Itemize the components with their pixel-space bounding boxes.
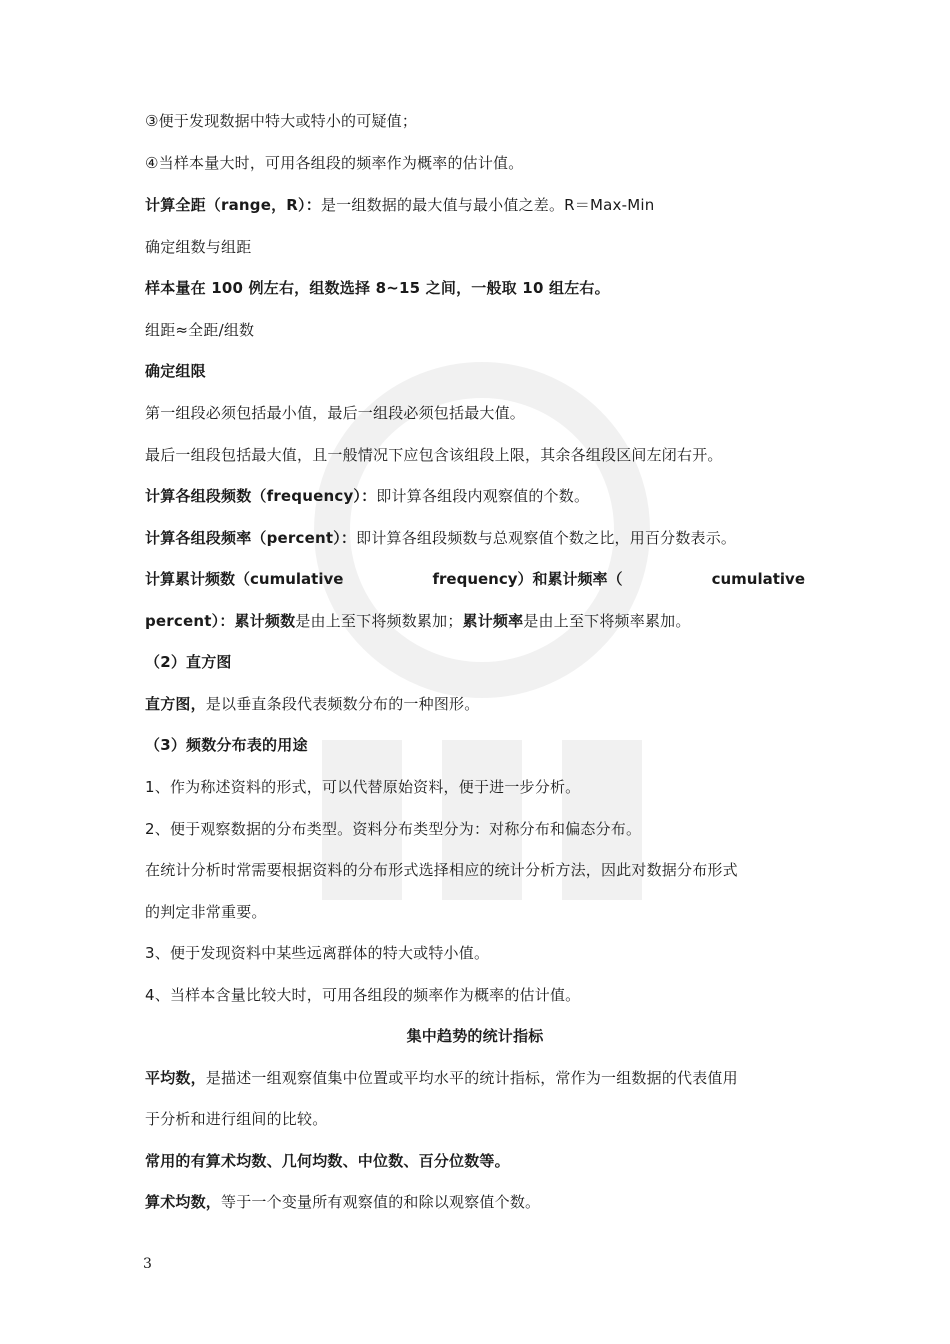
term-cumulative-percent: 累计频率	[462, 612, 524, 630]
definition-text: 等于一个变量所有观察值的和除以观察值个数。	[221, 1193, 541, 1211]
text-line: 样本量在 100 例左右，组数选择 8~15 之间，一般取 10 组左右。	[145, 279, 610, 297]
term-cumulative: percent）：累计频数	[145, 612, 296, 630]
term-arithmetic-mean: 算术均数，	[145, 1193, 222, 1211]
text-line	[145, 1067, 738, 1089]
text-line	[145, 1191, 540, 1213]
text-line	[145, 610, 691, 632]
section-title: 集中趋势的统计指标	[406, 1027, 544, 1045]
text-line: 在统计分析时常需要根据资料的分布形式选择相应的统计分析方法，因此对数据分布形式	[145, 861, 738, 879]
section-heading: 确定组限	[145, 362, 206, 380]
text-line	[145, 568, 805, 590]
definition-text: 是一组数据的最大值与最小值之差。R＝Max-Min	[320, 196, 655, 214]
text-line: 4、当样本含量比较大时，可用各组段的频率作为概率的估计值。	[145, 986, 581, 1004]
text-line	[145, 485, 589, 507]
text-line: ④当样本量大时，可用各组段的频率作为概率的估计值。	[145, 154, 524, 172]
section-heading: （3）频数分布表的用途	[145, 736, 308, 754]
term-frequency: 计算各组段频数（frequency）：	[145, 487, 377, 505]
text-line: 3、便于发现资料中某些远离群体的特大或特小值。	[145, 944, 490, 962]
text-segment: cumulative	[711, 570, 805, 588]
text-segment: 计算累计频数（cumulative	[145, 570, 344, 588]
text-line: ③便于发现数据中特大或特小的可疑值；	[145, 112, 418, 130]
text-line: 第一组段必须包括最小值，最后一组段必须包括最大值。	[145, 404, 526, 422]
definition-text: 即计算各组段频数与总观察值个数之比，用百分数表示。	[356, 529, 737, 547]
text-segment: 是由上至下将频率累加。	[523, 612, 691, 630]
text-line: 2、便于观察数据的分布类型。资料分布类型分为：对称分布和偏态分布。	[145, 820, 642, 838]
text-segment: frequency）和累计频率（	[432, 570, 623, 588]
definition-text: 是以垂直条段代表频数分布的一种图形。	[205, 695, 480, 713]
text-line: 确定组数与组距	[145, 238, 252, 256]
text-line: 1、作为称述资料的形式，可以代替原始资料，便于进一步分析。	[145, 778, 581, 796]
text-line: 常用的有算术均数、几何均数、中位数、百分位数等。	[145, 1152, 510, 1170]
text-line: 组距≈全距/组数	[145, 321, 255, 339]
text-line: 于分析和进行组间的比较。	[145, 1110, 328, 1128]
text-line	[145, 693, 479, 715]
text-line: 最后一组段包括最大值，且一般情况下应包含该组段上限，其余各组段区间左闭右开。	[145, 446, 723, 464]
page-number: 3	[143, 1256, 152, 1272]
text-line	[145, 194, 654, 216]
term-mean: 平均数，	[145, 1069, 206, 1087]
term-histogram: 直方图，	[145, 695, 206, 713]
section-heading: （2）直方图	[145, 653, 232, 671]
definition-text: 即计算各组段内观察值的个数。	[376, 487, 590, 505]
term-range: 计算全距（range，R）：	[145, 196, 321, 214]
text-line	[145, 527, 736, 549]
text-segment: 是由上至下将频数累加；	[295, 612, 463, 630]
term-percent: 计算各组段频率（percent）：	[145, 529, 357, 547]
text-line: 的判定非常重要。	[145, 903, 267, 921]
definition-text: 是描述一组观察值集中位置或平均水平的统计指标，常作为一组数据的代表值用	[205, 1069, 738, 1087]
